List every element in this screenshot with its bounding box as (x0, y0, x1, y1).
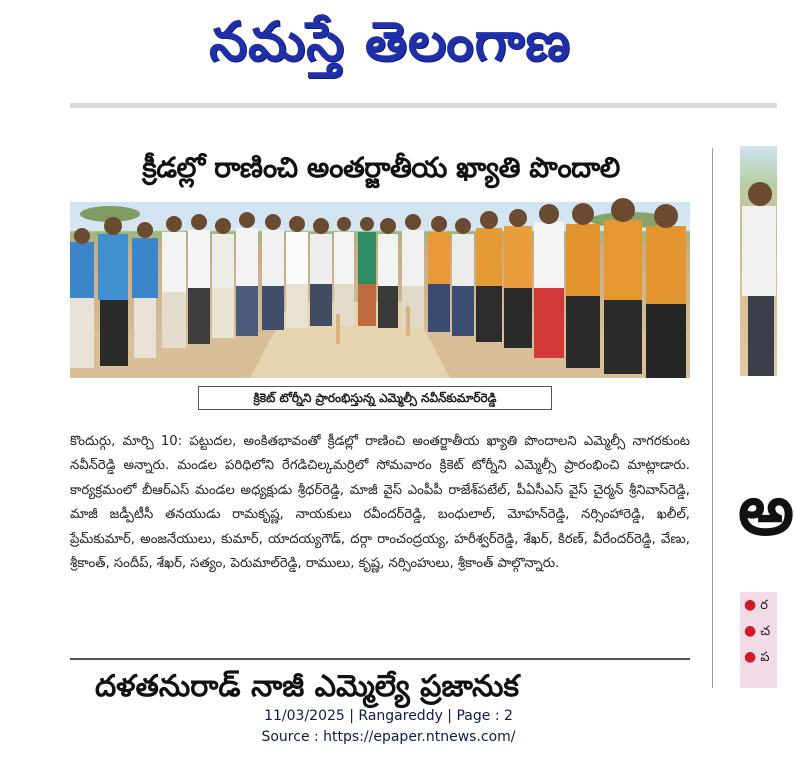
sidebar-photo (740, 146, 777, 376)
footer-date-edition: 11/03/2025 | Rangareddy | Page : 2 (264, 708, 513, 724)
next-article-headline (95, 668, 655, 704)
article-photo (70, 202, 690, 378)
list-item: ● చ (744, 623, 771, 639)
header-divider (70, 103, 777, 108)
list-item: ● ప (744, 649, 770, 665)
bullet-icon: ● (744, 623, 757, 639)
page-footer (0, 706, 777, 756)
newspaper-masthead: నమస్తే తెలంగాణ (209, 9, 571, 73)
article-body (70, 430, 690, 652)
article-headline: క్రీడల్లో రాణించి అంతర్జాతీయ ఖ్యాతి పొందాలి (142, 151, 620, 184)
bullet-icon: ● (744, 597, 757, 613)
sidebar-headline-letter: అ (738, 469, 794, 551)
column-separator (712, 148, 713, 688)
article-body-paragraph: కొందుర్గు, మార్చి 10: పట్టుదల, అంకితభావంతో క్రీడల్లో రాణించి అంతర్జాతీయ ఖ్యాతి పొందాలని ఎమ్మెల్సీ నాగరకుంట నవీన్‌రెడ్డి అన్నారు. మండల పరిధిలోని రేగడిచిల్కమర్రిలో సోమవారం క్రికెట్ టోర్నీని ఎమ్మెల్సీ ప్రారంభించి మాట్లాడారు. కార్యక్రమంలో బీఆర్‌ఎస్ మండల అధ్యక్షుడు శ్రీధర్‌రెడ్డి, మాజీ వైస్ ఎంపీపీ రాజేశ్‌పటేల్, పీఏసీఎస్ వైస్ చైర్మన్ శ్రీనివాస్‌రెడ్డి, మాజీ జడ్పీటీసీ తనయుడు రామకృష్ణ, నాయకులు రవీందర్‌రెడ్డి, బంధులాల్, మోహన్‌రెడ్డి, నర్సింహారెడ్డి, ఖలీల్, ప్రేమ్‌కుమార్, అంజనేయులు, కుమార్, యాదయ్యగౌడ్, దర్గా రాంచంద్రయ్య, హరీశ్వర్‌రెడ్డి, శేఖర్, కిరణ్, వీరేందర్‌రెడ్డి, వేణు, శ్రీకాంత్, సందీప్, శేఖర్, సత్యం, పెరుమాల్‌రెడ్డి, రాములు, కృష్ణ, నర్సింహులు, శ్రీకాంత్ పాల్గొన్నారు. (70, 434, 690, 572)
photo-caption: క్రికెట్ టోర్నీని ప్రారంభిస్తున్న ఎమ్మెల్సీ నవీన్‌కుమార్‌రెడ్డి (198, 386, 552, 410)
article-divider (70, 658, 690, 660)
footer-source: Source : https://epaper.ntnews.com/ (261, 729, 516, 745)
next-article-headline-text: దళతనురాడ్ నాజీ ఎమ్మెల్యే ప్రజానుక (95, 669, 520, 704)
sidebar-bullet-list (740, 592, 777, 688)
list-item: ● ర (744, 597, 768, 613)
bullet-icon: ● (744, 649, 757, 665)
